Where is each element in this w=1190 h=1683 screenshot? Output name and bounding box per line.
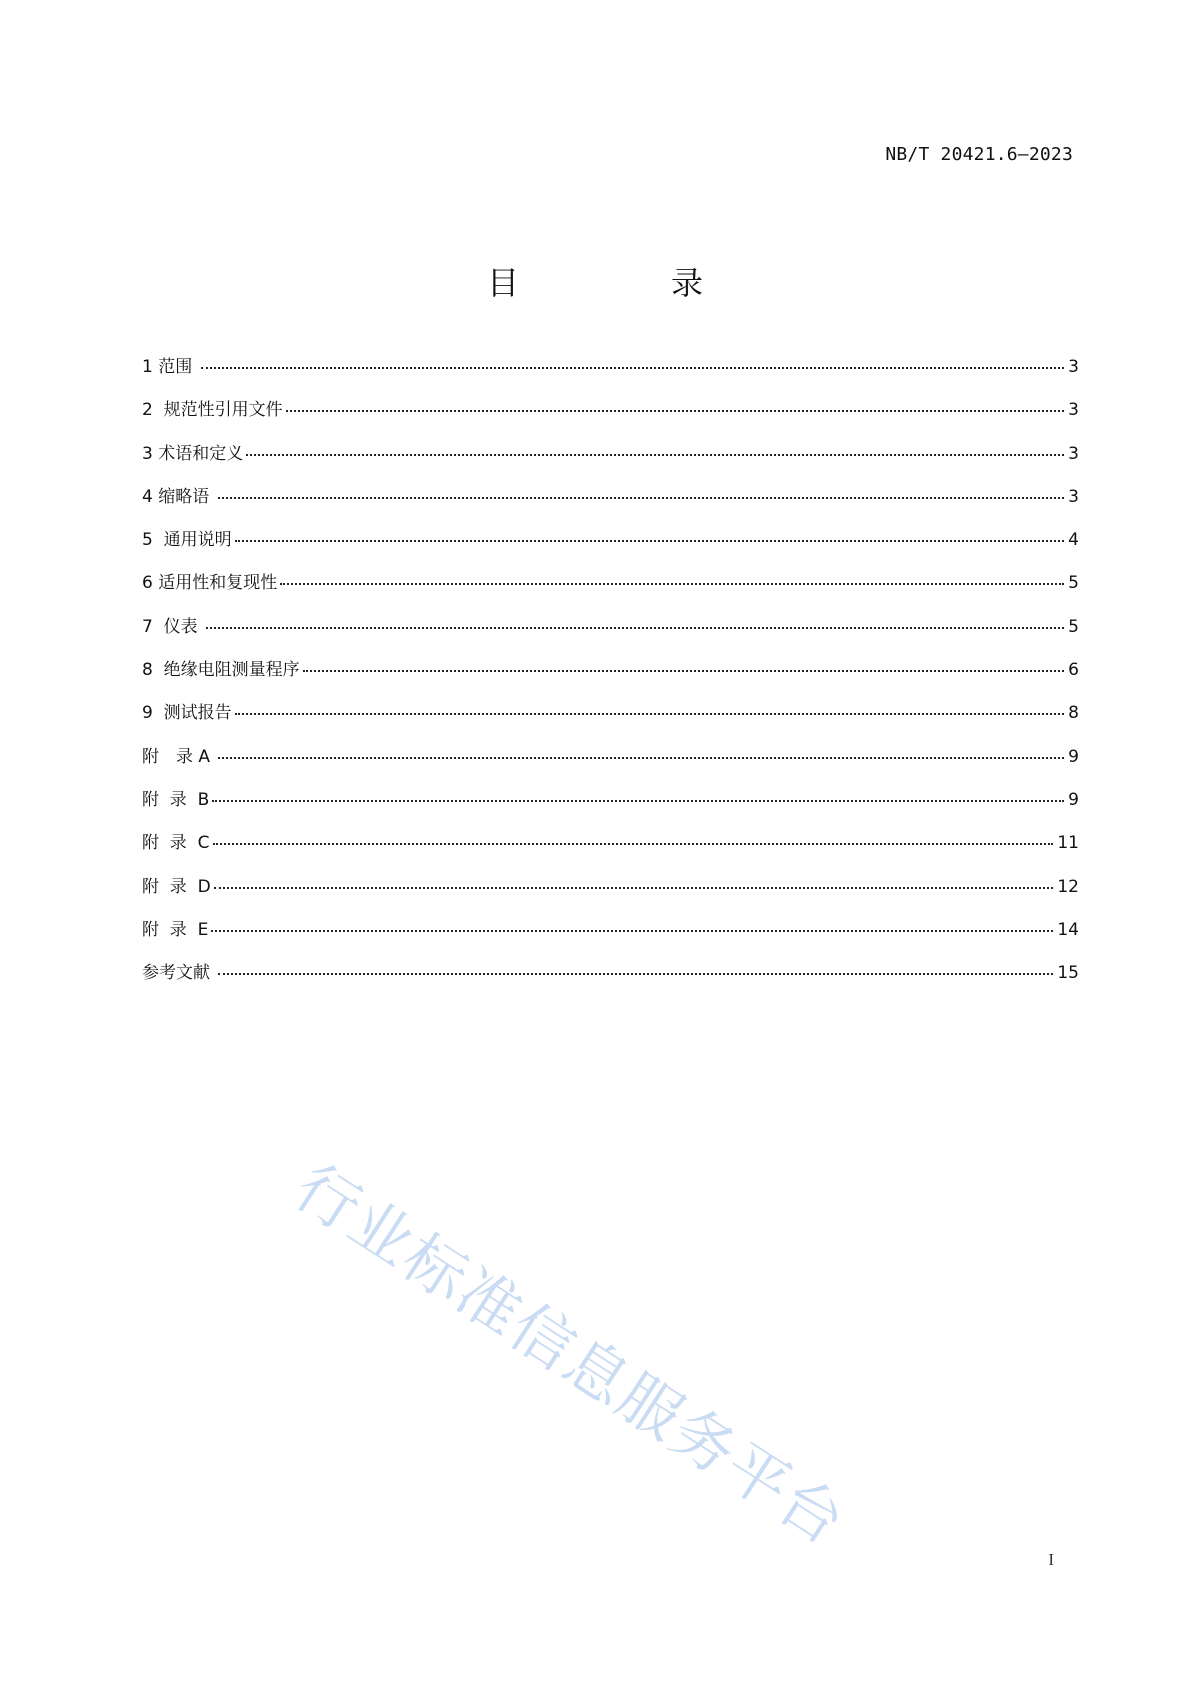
toc-leader-dots (201, 363, 1065, 369)
toc-leader-dots (218, 969, 1053, 975)
toc-entry-label: 1 范围 (142, 357, 198, 377)
toc-leader-dots (218, 753, 1064, 759)
toc-entry-instruments[interactable] (142, 616, 1079, 659)
toc-entry-page: 8 (1068, 703, 1079, 724)
toc-entry-scope[interactable] (142, 356, 1079, 399)
toc-leader-dots (303, 666, 1065, 672)
toc-entry-abbreviations[interactable] (142, 486, 1079, 529)
toc-entry-page: 3 (1068, 357, 1079, 377)
toc-entry-label: 5 通用说明 (142, 530, 232, 551)
standard-code: NB/T 20421.6—2023 (885, 144, 1073, 165)
toc-entry-page: 9 (1068, 746, 1079, 767)
toc-entry-label: 参考文献 (142, 963, 216, 984)
toc-entry-label: 附 录 A (142, 746, 216, 767)
toc-entry-label: 3 术语和定义 (142, 443, 244, 464)
toc-entry-page: 9 (1068, 789, 1079, 810)
toc-entry-page: 3 (1068, 486, 1079, 507)
table-of-contents (142, 356, 1079, 1005)
toc-leader-dots (218, 493, 1065, 499)
toc-entry-page: 5 (1068, 616, 1079, 637)
toc-leader-dots (213, 839, 1054, 845)
toc-leader-dots (211, 926, 1053, 932)
toc-leader-dots (235, 536, 1065, 542)
page-number: I (1048, 1550, 1054, 1569)
toc-entry-page: 12 (1057, 876, 1079, 897)
toc-leader-dots (206, 623, 1064, 629)
toc-leader-dots (246, 450, 1064, 456)
toc-entry-label: 7 仪表 (142, 616, 204, 637)
toc-entry-label: 2 规范性引用文件 (142, 400, 283, 421)
toc-entry-page: 4 (1068, 530, 1079, 551)
toc-entry-label: 4 缩略语 (142, 486, 215, 507)
toc-entry-appendix-d[interactable] (142, 876, 1079, 919)
toc-entry-appendix-e[interactable] (142, 919, 1079, 962)
toc-entry-appendix-c[interactable] (142, 832, 1079, 875)
toc-entry-label: 附 录 E (142, 919, 209, 940)
watermark: 行业标准信息服务平台 (282, 1150, 859, 1560)
toc-leader-dots (212, 796, 1064, 802)
toc-leader-dots (214, 883, 1054, 889)
toc-entry-page: 3 (1068, 443, 1079, 464)
toc-entry-measurement-procedure[interactable] (142, 659, 1079, 702)
toc-entry-label: 附 录 D (142, 876, 211, 897)
toc-leader-dots (286, 406, 1065, 412)
toc-entry-label: 附 录 C (142, 833, 210, 854)
toc-entry-appendix-a[interactable] (142, 746, 1079, 789)
toc-entry-page: 6 (1068, 660, 1079, 681)
toc-entry-test-report[interactable] (142, 702, 1079, 745)
toc-entry-normative-references[interactable] (142, 399, 1079, 442)
toc-leader-dots (235, 709, 1065, 715)
toc-entry-general[interactable] (142, 529, 1079, 572)
toc-entry-label: 6 适用性和复现性 (142, 573, 278, 594)
toc-leader-dots (280, 579, 1064, 585)
toc-entry-page: 15 (1057, 963, 1079, 984)
toc-entry-appendix-b[interactable] (142, 789, 1079, 832)
toc-entry-label: 8 绝缘电阻测量程序 (142, 660, 300, 681)
toc-entry-page: 14 (1057, 919, 1079, 940)
toc-entry-label: 9 测试报告 (142, 703, 232, 724)
page-title: 目 录 (486, 264, 763, 302)
toc-entry-bibliography[interactable] (142, 962, 1079, 1005)
toc-entry-page: 11 (1057, 833, 1079, 854)
toc-entry-label: 附 录 B (142, 789, 210, 810)
toc-entry-terms-definitions[interactable] (142, 443, 1079, 486)
toc-entry-applicability[interactable] (142, 572, 1079, 615)
toc-entry-page: 5 (1068, 573, 1079, 594)
toc-entry-page: 3 (1068, 400, 1079, 421)
